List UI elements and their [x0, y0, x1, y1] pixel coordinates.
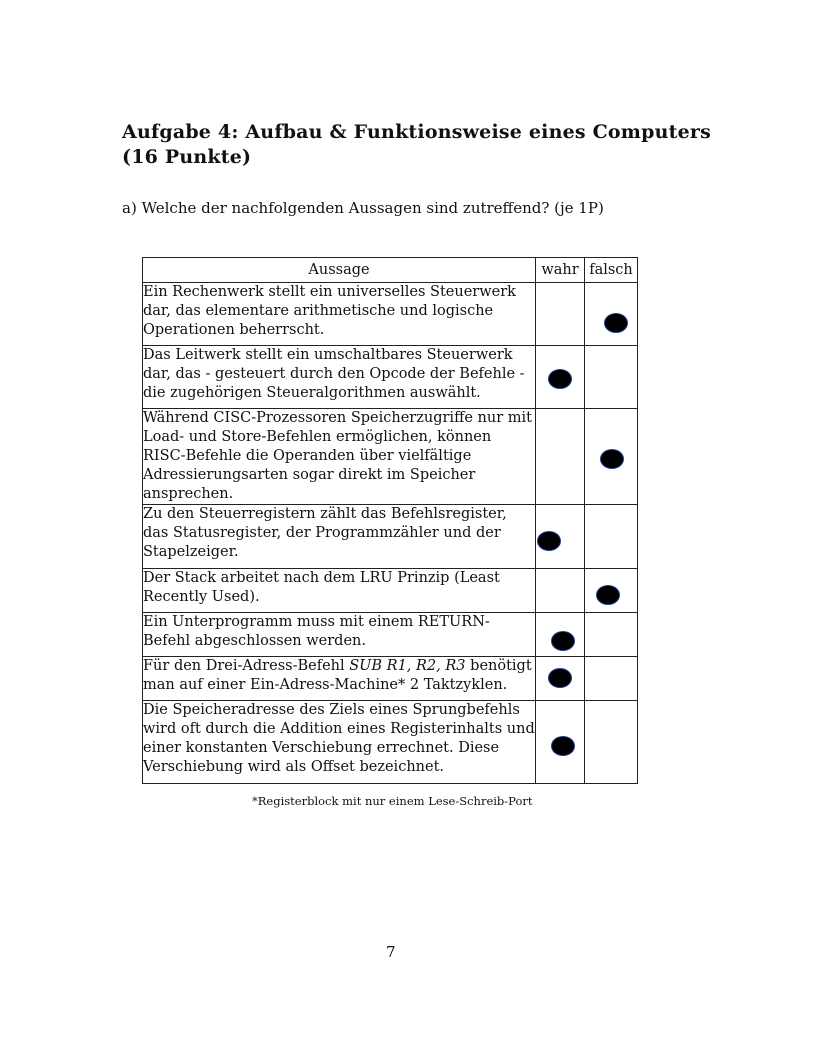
false-cell[interactable] — [585, 346, 638, 409]
table-row — [143, 505, 638, 569]
answer-mark — [604, 313, 628, 333]
false-cell[interactable] — [585, 283, 638, 346]
statement-text: Für den Drei-Adress-Befehl — [143, 658, 350, 674]
true-cell[interactable] — [536, 505, 585, 569]
false-cell[interactable] — [585, 569, 638, 613]
header-false: falsch — [585, 258, 638, 283]
statement-text: benötigt man auf einer Ein-Adress-Machine* 2 Taktzyklen. — [143, 658, 532, 693]
instruction-code: SUB R1, R2, R3 — [349, 658, 466, 674]
statement-cell: Die Speicheradresse des Ziels eines Sprungbefehls wird oft durch die Addition eines Registerinhalts und einer konstanten Verschiebung errechnet. Diese Verschiebung wird als Offset bezeichnet. — [143, 701, 536, 784]
answer-mark — [548, 668, 572, 688]
true-cell[interactable] — [536, 613, 585, 657]
table-header-row — [143, 258, 638, 283]
table-row — [143, 283, 638, 346]
true-cell[interactable] — [536, 409, 585, 505]
false-cell[interactable] — [585, 505, 638, 569]
true-cell[interactable] — [536, 701, 585, 784]
footnote: *Registerblock mit nur einem Lese-Schreib-Port — [252, 794, 533, 808]
true-cell[interactable] — [536, 346, 585, 409]
statement-cell: Der Stack arbeitet nach dem LRU Prinzip (Least Recently Used). — [143, 569, 536, 613]
true-cell[interactable] — [536, 283, 585, 346]
task-title: Aufgabe 4: Aufbau & Funktionsweise eines Computers (16 Punkte) — [122, 121, 711, 168]
answer-mark — [596, 585, 620, 605]
statement-cell: Ein Unterprogramm muss mit einem RETURN-Befehl abgeschlossen werden. — [143, 613, 536, 657]
answer-mark — [600, 449, 624, 469]
statement-cell — [143, 657, 536, 701]
true-cell[interactable] — [536, 657, 585, 701]
table-row — [143, 657, 638, 701]
table-row — [143, 701, 638, 784]
answer-mark — [537, 531, 561, 551]
true-cell[interactable] — [536, 569, 585, 613]
question-text: a) Welche der nachfolgenden Aussagen sind zutreffend? (je 1P) — [122, 199, 604, 217]
answer-mark — [551, 631, 575, 651]
false-cell[interactable] — [585, 613, 638, 657]
statement-cell: Ein Rechenwerk stellt ein universelles Steuerwerk dar, das elementare arithmetische und logische Operationen beherrscht. — [143, 283, 536, 346]
answer-mark — [551, 736, 575, 756]
statement-cell: Zu den Steuerregistern zählt das Befehlsregister, das Statusregister, der Programmzähler und der Stapelzeiger. — [143, 505, 536, 569]
table-row — [143, 569, 638, 613]
page-number: 7 — [386, 943, 396, 961]
statement-cell: Während CISC-Prozessoren Speicherzugriffe nur mit Load- und Store-Befehlen ermöglichen, können RISC-Befehle die Operanden über vielfältige Adressierungsarten sogar direkt im Speicher ansprechen. — [143, 409, 536, 505]
header-statement: Aussage — [143, 258, 536, 283]
true-false-table — [142, 257, 638, 784]
statement-cell: Das Leitwerk stellt ein umschaltbares Steuerwerk dar, das - gesteuert durch den Opcode der Befehle - die zugehörigen Steueralgorithmen auswählt. — [143, 346, 536, 409]
false-cell[interactable] — [585, 701, 638, 784]
false-cell[interactable] — [585, 409, 638, 505]
table-row — [143, 613, 638, 657]
header-true: wahr — [536, 258, 585, 283]
answer-mark — [548, 369, 572, 389]
false-cell[interactable] — [585, 657, 638, 701]
table-row — [143, 409, 638, 505]
table-row — [143, 346, 638, 409]
